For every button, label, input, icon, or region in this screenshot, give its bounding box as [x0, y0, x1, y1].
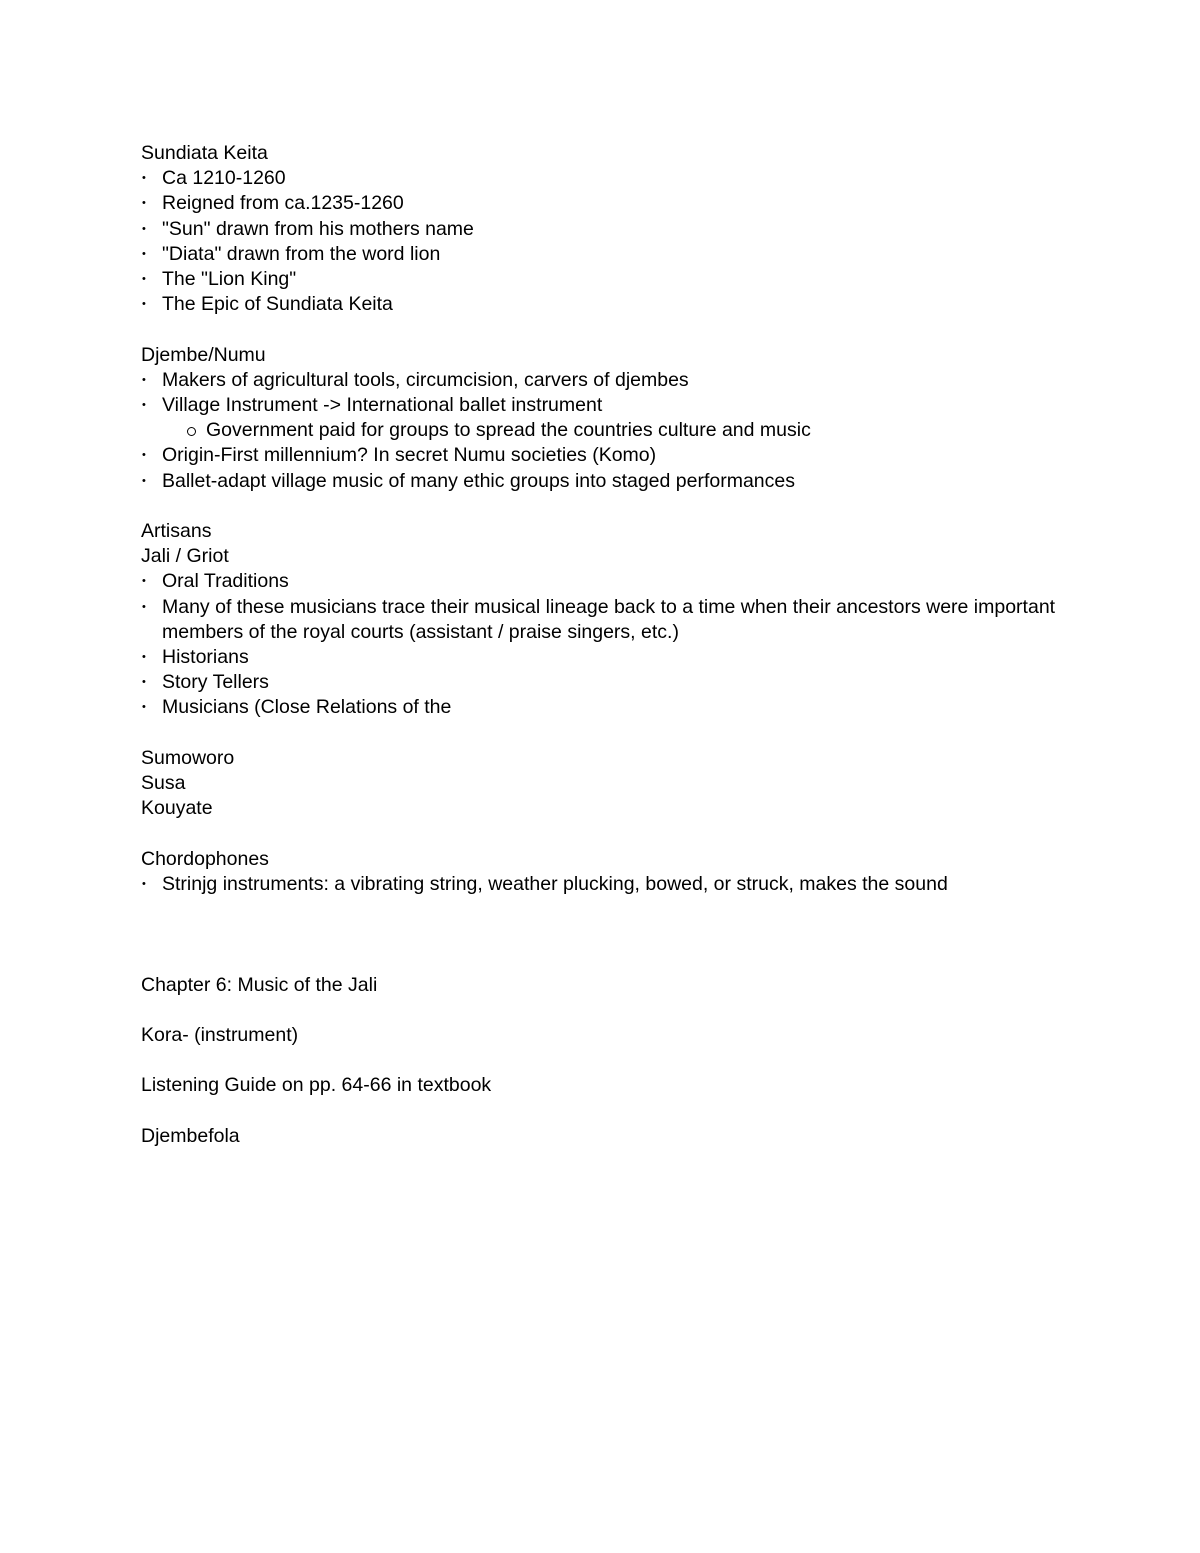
list-item: • Musicians (Close Relations of the: [141, 695, 1081, 720]
chapter-heading: Chapter 6: Music of the Jali: [141, 973, 378, 996]
spacer: [141, 821, 1081, 846]
list-item: • Origin-First millennium? In secret Numu societies (Komo): [141, 443, 1081, 468]
list-item: • Strinjg instruments: a vibrating string, weather plucking, bowed, or struck, makes the sound: [141, 872, 1081, 897]
spacer: [141, 494, 1081, 519]
list-item: • Ballet-adapt village music of many ethic groups into staged performances: [141, 469, 1081, 494]
name-line: Sumoworo: [141, 746, 235, 769]
section-subheading-jali: Jali / Griot: [141, 545, 229, 568]
spacer: [141, 947, 1081, 972]
section-heading-artisans: Artisans: [141, 520, 212, 543]
listening-guide-line: Listening Guide on pp. 64-66 in textbook: [141, 1074, 492, 1097]
spacer: [141, 922, 1081, 947]
section-heading-chordophones: Chordophones: [141, 847, 269, 870]
list-item: • "Sun" drawn from his mothers name: [141, 217, 1081, 242]
section-heading-sundiata: Sundiata Keita: [141, 142, 268, 164]
list-item: • The "Lion King": [141, 267, 1081, 292]
list-item: • Historians: [141, 645, 1081, 670]
kora-line: Kora- (instrument): [141, 1023, 299, 1046]
list-item: • Oral Traditions: [141, 569, 1081, 594]
spacer: [141, 998, 1081, 1023]
list-item: • "Diata" drawn from the word lion: [141, 242, 1081, 267]
document-page: [141, 141, 1081, 1149]
list-item: • Village Instrument -> International ballet instrument: [141, 393, 1081, 418]
spacer: [141, 1099, 1081, 1124]
list-item: • Ca 1210-1260: [141, 166, 1081, 191]
list-item: • Reigned from ca.1235-1260: [141, 191, 1081, 216]
sub-list-item: Government paid for groups to spread the countries culture and music: [141, 418, 1081, 443]
list-item: • Many of these musicians trace their musical lineage back to a time when their ancestors were important members of the royal courts (assistant / praise singers, etc.): [141, 595, 1081, 645]
name-line: Kouyate: [141, 797, 213, 820]
list-item: • Makers of agricultural tools, circumcision, carvers of djembes: [141, 368, 1081, 393]
djembefola-line: Djembefola: [141, 1124, 240, 1147]
spacer: [141, 897, 1081, 922]
list-item: • Story Tellers: [141, 670, 1081, 695]
list-item: • The Epic of Sundiata Keita: [141, 292, 1081, 317]
spacer: [141, 721, 1081, 746]
section-heading-djembe: Djembe/Numu: [141, 343, 266, 366]
spacer: [141, 1048, 1081, 1073]
spacer: [141, 317, 1081, 342]
name-line: Susa: [141, 772, 186, 795]
